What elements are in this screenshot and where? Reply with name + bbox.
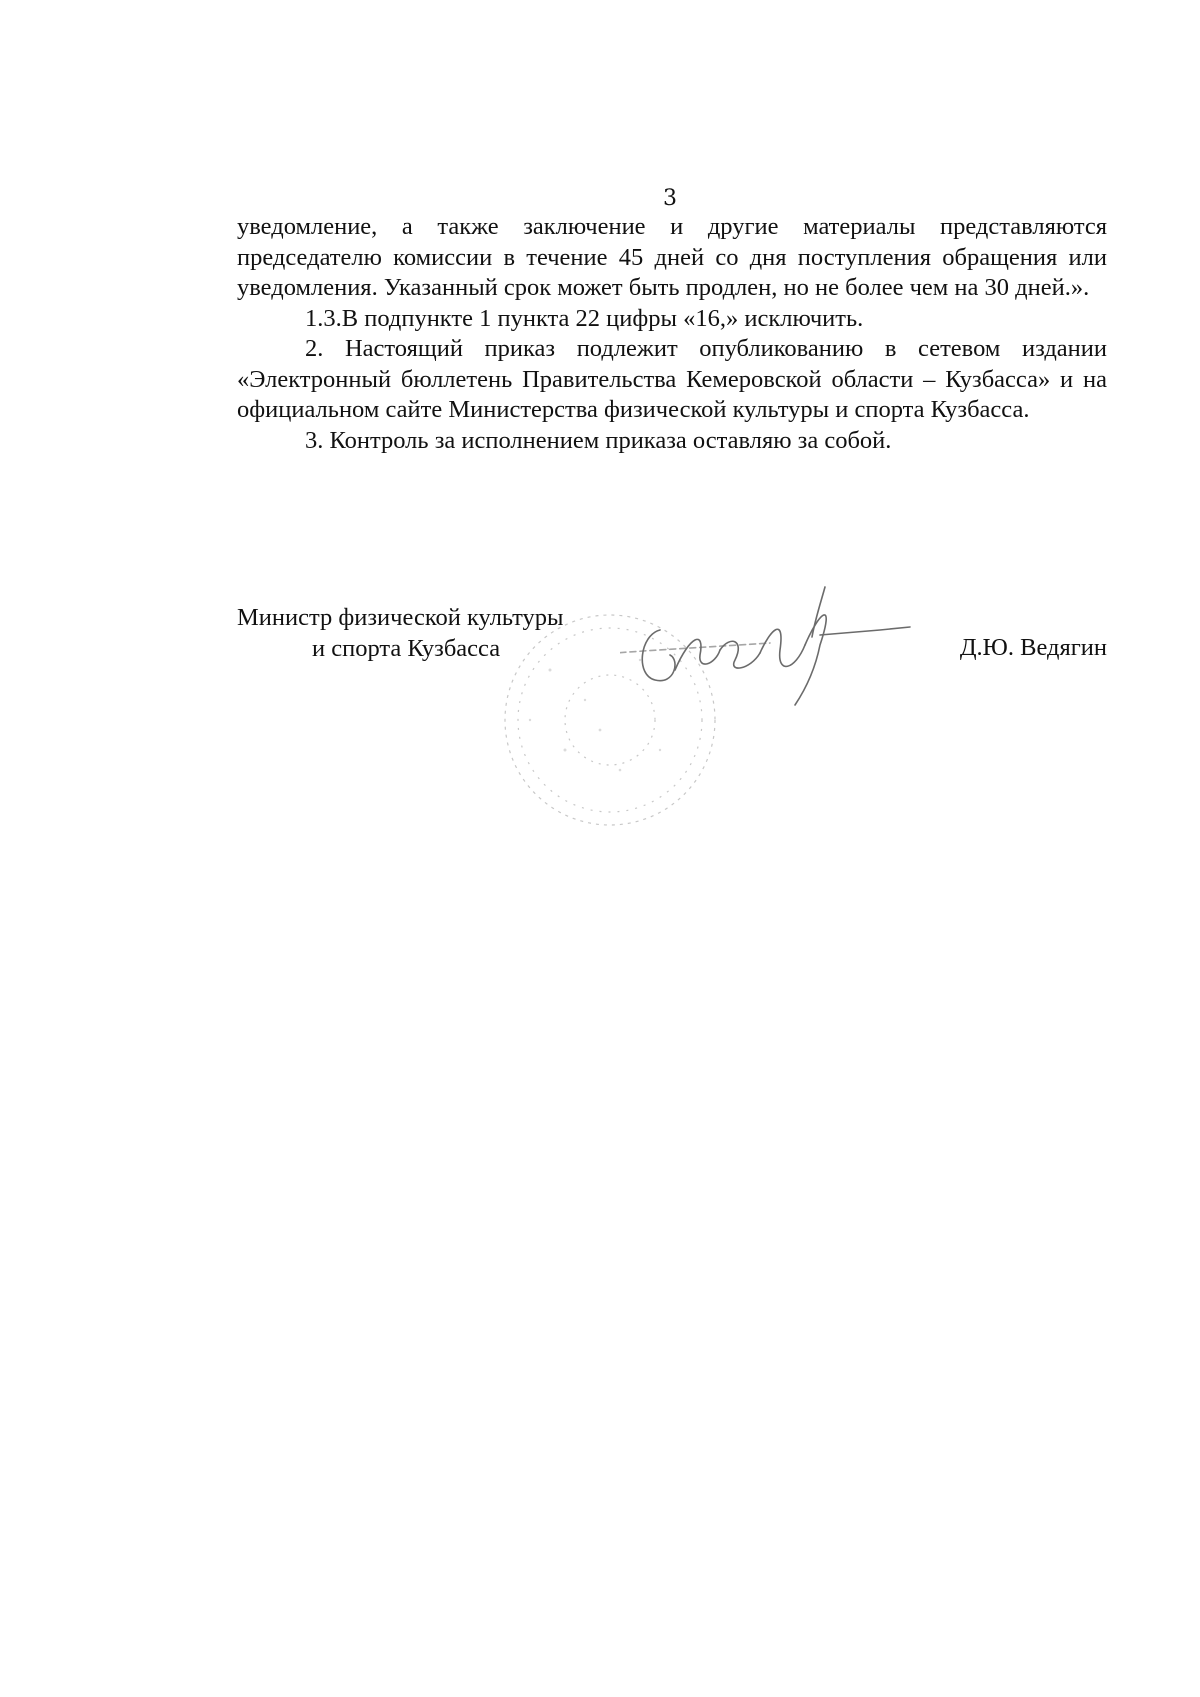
paragraph-item-1-3: 1.3.В подпункте 1 пункта 22 цифры «16,» исключить. — [305, 304, 864, 332]
page-number: 3 — [663, 186, 677, 211]
signatory-position-line2: и спорта Кузбасса — [312, 634, 501, 662]
signatory-position-line1: Министр физической культуры — [237, 604, 564, 631]
paragraph-item-3: 3. Контроль за исполнением приказа оставляю за собой. — [305, 426, 892, 454]
paragraph-item-2: 2. Настоящий приказ подлежит опубликованию в сетевом издании «Электронный бюллетень Правительства Кемеровской области – Кузбасса» и на официальном сайте Министерства физической культуры и спорта Кузбасса. — [237, 335, 1107, 423]
signatory-position — [237, 603, 564, 664]
handwritten-signature — [620, 575, 930, 725]
signatory-name: Д.Ю. Ведягин — [959, 634, 1107, 661]
paragraph-continuation: уведомление, а также заключение и другие материалы представляются председателю комиссии в течение 45 дней со дня поступления обращения или уведомления. Указанный срок может быть продлен, но не более чем на 30 дней.». — [237, 213, 1107, 301]
document-body — [237, 212, 1107, 456]
